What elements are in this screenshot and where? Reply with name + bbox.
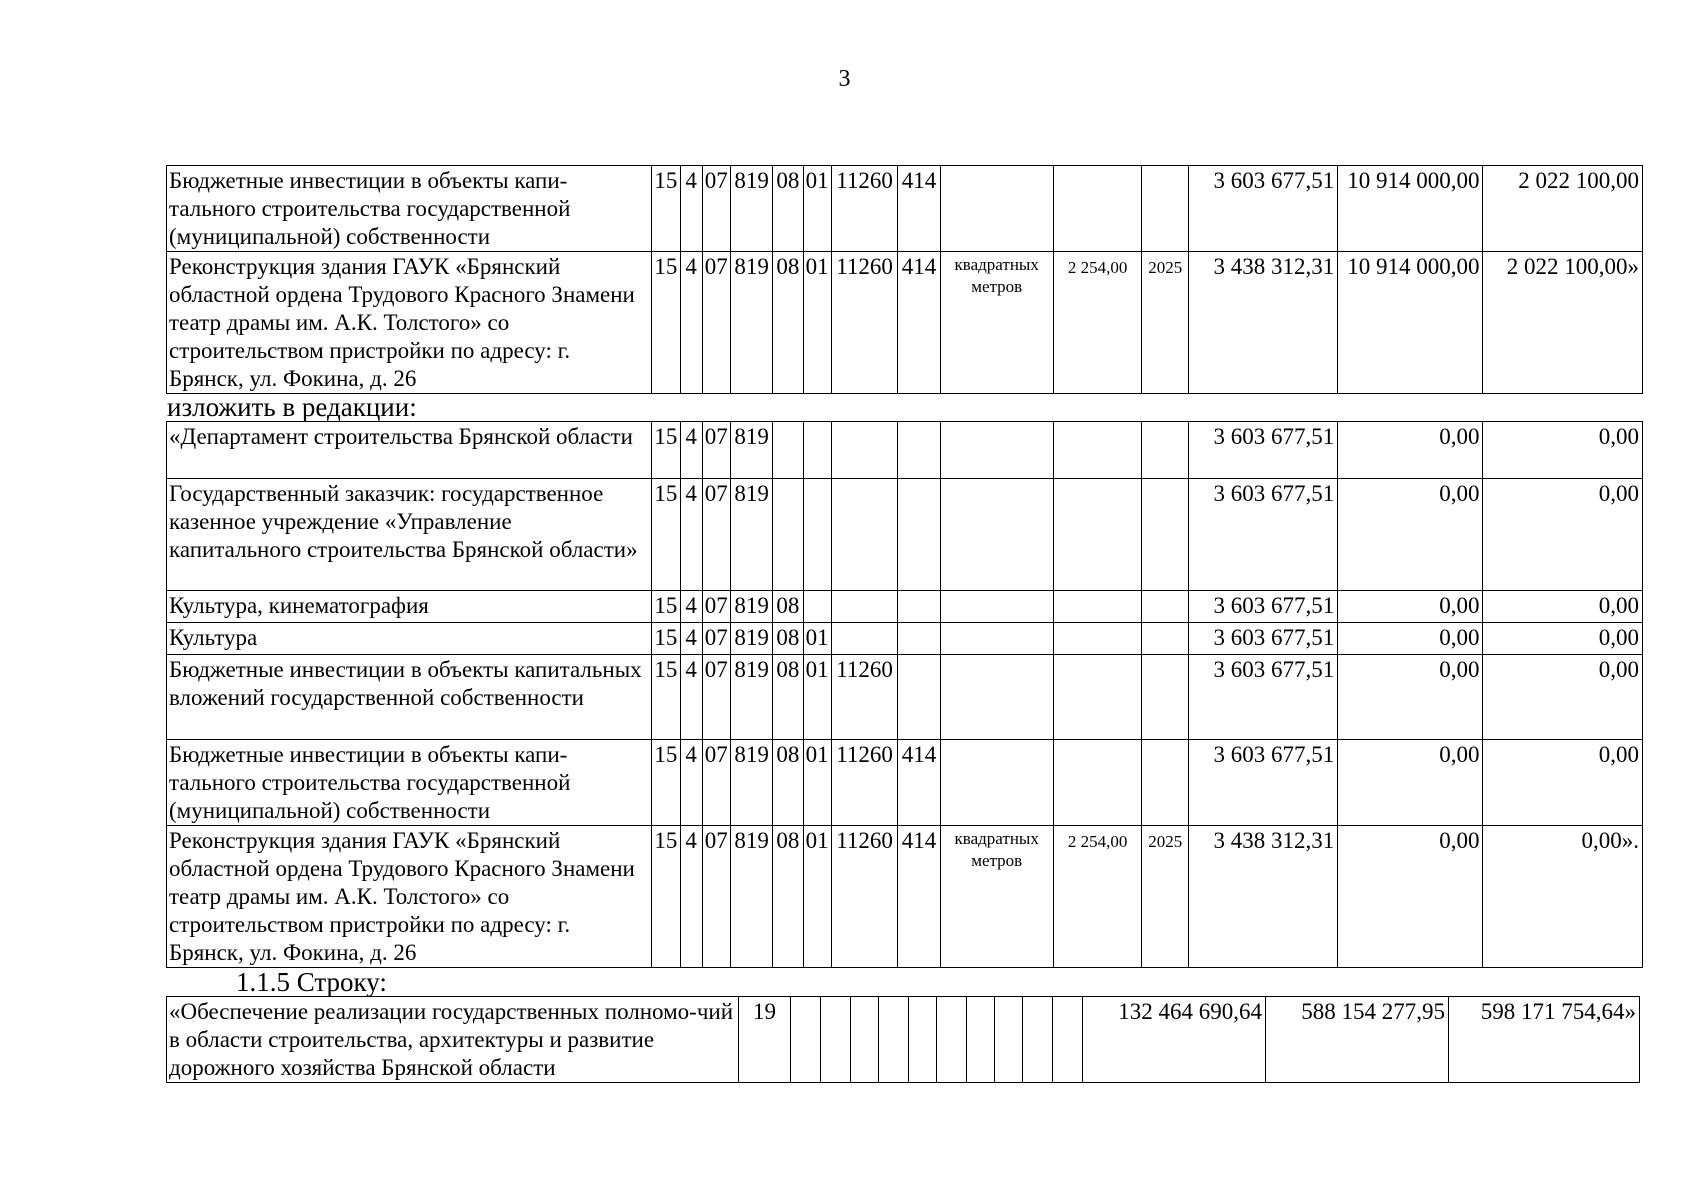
- capacity-cell: [1053, 479, 1142, 591]
- unit-cell: [940, 623, 1053, 655]
- sum-cell: 0,00: [1483, 623, 1643, 655]
- sum-cell: 0,00: [1483, 655, 1643, 740]
- edit-heading: изложить в редакции:: [167, 392, 417, 422]
- row-name: Культура, кинематография: [167, 591, 652, 623]
- year-cell: [1142, 479, 1188, 591]
- code-cell: 4: [680, 623, 702, 655]
- code-cell: 819: [730, 479, 772, 591]
- sum-cell: 0,00».: [1483, 826, 1643, 968]
- code-cell: [831, 479, 898, 591]
- capacity-cell: 2 254,00: [1053, 252, 1142, 394]
- code-cell: 819: [730, 591, 772, 623]
- table-row: [167, 623, 1643, 655]
- code-cell: 08: [773, 655, 803, 740]
- capacity-cell: [1053, 591, 1142, 623]
- row-name: «Обеспечение реализации государственных полномо-чий в области строительства, архитектуры и развитие дорожного хозяйства Брянской области: [167, 997, 739, 1083]
- code-cell: 01: [803, 166, 831, 252]
- unit-cell: [940, 591, 1053, 623]
- code-cell: [898, 655, 940, 740]
- sum-cell: 0,00: [1338, 591, 1483, 623]
- table-row: [167, 252, 1643, 394]
- code-cell: 15: [652, 422, 680, 479]
- code-cell: 819: [730, 740, 772, 826]
- code-cell: 414: [898, 252, 940, 394]
- row-name: «Департамент строительства Брянской области: [167, 422, 652, 479]
- code-cell: 15: [652, 252, 680, 394]
- code-cell: 08: [773, 591, 803, 623]
- year-cell: [1142, 655, 1188, 740]
- sum-cell: 3 603 677,51: [1188, 655, 1337, 740]
- budget-table-line: [166, 996, 1640, 1083]
- table-row: [167, 826, 1643, 968]
- code-cell: 4: [680, 740, 702, 826]
- year-cell: [1142, 740, 1188, 826]
- code-cell: 07: [702, 422, 730, 479]
- code-cell: 15: [652, 740, 680, 826]
- code-cell: [898, 479, 940, 591]
- row-name: Бюджетные инвестиции в объекты капи-тального строительства государственной (муниципальной) собственности: [167, 166, 652, 252]
- sum-cell: 0,00: [1483, 479, 1643, 591]
- year-cell: 2025: [1142, 252, 1188, 394]
- sum-cell: 3 603 677,51: [1188, 422, 1337, 479]
- year-cell: [1142, 591, 1188, 623]
- code-cell: 19: [739, 997, 791, 1083]
- sum-cell: 3 603 677,51: [1188, 623, 1337, 655]
- capacity-cell: 2 254,00: [1053, 826, 1142, 968]
- code-cell: 11260: [831, 740, 898, 826]
- code-cell: 11260: [831, 166, 898, 252]
- year-cell: [1142, 422, 1188, 479]
- row-name: Государственный заказчик: государственное казенное учреждение «Управление капитального строительства Брянской области»: [167, 479, 652, 591]
- sum-cell: 3 603 677,51: [1188, 740, 1337, 826]
- code-cell: [773, 422, 803, 479]
- code-cell: 819: [730, 166, 772, 252]
- code-cell: 07: [702, 479, 730, 591]
- code-cell: [803, 591, 831, 623]
- empty-cell: [937, 997, 967, 1083]
- sum-cell: 0,00: [1338, 740, 1483, 826]
- empty-cell: [821, 997, 851, 1083]
- code-cell: [803, 479, 831, 591]
- code-cell: 08: [773, 623, 803, 655]
- table-row: [167, 655, 1643, 740]
- code-cell: 07: [702, 655, 730, 740]
- unit-cell: [940, 422, 1053, 479]
- code-cell: 11260: [831, 655, 898, 740]
- code-cell: 01: [803, 655, 831, 740]
- budget-table-after: [166, 421, 1643, 968]
- code-cell: 819: [730, 623, 772, 655]
- unit-cell: квадратных метров: [940, 826, 1053, 968]
- empty-cell: [791, 997, 821, 1083]
- code-cell: 4: [680, 591, 702, 623]
- sum-cell: 0,00: [1338, 826, 1483, 968]
- sum-cell: 3 438 312,31: [1188, 826, 1337, 968]
- sum-cell: 2 022 100,00»: [1483, 252, 1643, 394]
- code-cell: 15: [652, 623, 680, 655]
- table-row: [167, 166, 1643, 252]
- code-cell: 4: [680, 252, 702, 394]
- empty-cell: [1023, 997, 1053, 1083]
- year-cell: [1142, 623, 1188, 655]
- sum-cell: 588 154 277,95: [1266, 997, 1449, 1083]
- row-name: Бюджетные инвестиции в объекты капи-тального строительства государственной (муниципальной) собственности: [167, 740, 652, 826]
- unit-cell: квадратных метров: [940, 252, 1053, 394]
- code-cell: 01: [803, 740, 831, 826]
- code-cell: 4: [680, 166, 702, 252]
- table-row: [167, 479, 1643, 591]
- year-cell: 2025: [1142, 826, 1188, 968]
- row-name: Бюджетные инвестиции в объекты капитальных вложений государственной собственности: [167, 655, 652, 740]
- empty-cell: [851, 997, 879, 1083]
- sum-cell: 3 603 677,51: [1188, 479, 1337, 591]
- code-cell: 819: [730, 826, 772, 968]
- code-cell: 4: [680, 655, 702, 740]
- sum-cell: 0,00: [1338, 623, 1483, 655]
- code-cell: 08: [773, 252, 803, 394]
- code-cell: 07: [702, 623, 730, 655]
- code-cell: 11260: [831, 252, 898, 394]
- capacity-cell: [1053, 740, 1142, 826]
- code-cell: 08: [773, 740, 803, 826]
- item-heading: 1.1.5 Строку:: [236, 967, 387, 997]
- capacity-cell: [1053, 655, 1142, 740]
- code-cell: 4: [680, 826, 702, 968]
- code-cell: 07: [702, 740, 730, 826]
- capacity-cell: [1053, 623, 1142, 655]
- row-name: Реконструкция здания ГАУК «Брянский областной ордена Трудового Красного Знамени театр драмы им. А.К. Толстого» со строительством пристройки по адресу: г. Брянск, ул. Фокина, д. 26: [167, 826, 652, 968]
- empty-cell: [909, 997, 937, 1083]
- table-row: [167, 591, 1643, 623]
- sum-cell: 3 438 312,31: [1188, 252, 1337, 394]
- code-cell: 414: [898, 826, 940, 968]
- empty-cell: [1053, 997, 1083, 1083]
- unit-cell: [940, 740, 1053, 826]
- code-cell: 819: [730, 252, 772, 394]
- sum-cell: 10 914 000,00: [1338, 166, 1483, 252]
- empty-cell: [995, 997, 1023, 1083]
- unit-cell: [940, 655, 1053, 740]
- code-cell: [831, 591, 898, 623]
- code-cell: [831, 623, 898, 655]
- code-cell: 4: [680, 479, 702, 591]
- table-row: [167, 997, 1640, 1083]
- code-cell: 07: [702, 591, 730, 623]
- code-cell: 11260: [831, 826, 898, 968]
- code-cell: 08: [773, 826, 803, 968]
- code-cell: 414: [898, 740, 940, 826]
- table-row: [167, 422, 1643, 479]
- code-cell: 15: [652, 655, 680, 740]
- code-cell: 15: [652, 826, 680, 968]
- code-cell: [831, 422, 898, 479]
- year-cell: [1142, 166, 1188, 252]
- code-cell: 15: [652, 591, 680, 623]
- unit-cell: [940, 479, 1053, 591]
- sum-cell: 2 022 100,00: [1483, 166, 1643, 252]
- code-cell: 15: [652, 479, 680, 591]
- sum-cell: 10 914 000,00: [1338, 252, 1483, 394]
- page-number: 3: [838, 66, 851, 92]
- sum-cell: 0,00: [1338, 422, 1483, 479]
- code-cell: [898, 623, 940, 655]
- capacity-cell: [1053, 166, 1142, 252]
- code-cell: [773, 479, 803, 591]
- sum-cell: 0,00: [1338, 479, 1483, 591]
- code-cell: 01: [803, 623, 831, 655]
- code-cell: 819: [730, 655, 772, 740]
- sum-cell: 598 171 754,64»: [1449, 997, 1640, 1083]
- capacity-cell: [1053, 422, 1142, 479]
- row-name: Реконструкция здания ГАУК «Брянский областной ордена Трудового Красного Знамени театр драмы им. А.К. Толстого» со строительством пристройки по адресу: г. Брянск, ул. Фокина, д. 26: [167, 252, 652, 394]
- budget-table-before: [166, 165, 1643, 394]
- sum-cell: 3 603 677,51: [1188, 166, 1337, 252]
- table-row: [167, 740, 1643, 826]
- empty-cell: [967, 997, 995, 1083]
- code-cell: 819: [730, 422, 772, 479]
- sum-cell: 0,00: [1483, 591, 1643, 623]
- code-cell: [898, 422, 940, 479]
- row-name: Культура: [167, 623, 652, 655]
- sum-cell: 0,00: [1338, 655, 1483, 740]
- code-cell: [898, 591, 940, 623]
- code-cell: 15: [652, 166, 680, 252]
- unit-cell: [940, 166, 1053, 252]
- code-cell: 01: [803, 826, 831, 968]
- empty-cell: [879, 997, 909, 1083]
- code-cell: 07: [702, 166, 730, 252]
- code-cell: 01: [803, 252, 831, 394]
- code-cell: 07: [702, 252, 730, 394]
- code-cell: 08: [773, 166, 803, 252]
- code-cell: 4: [680, 422, 702, 479]
- code-cell: 07: [702, 826, 730, 968]
- sum-cell: 3 603 677,51: [1188, 591, 1337, 623]
- sum-cell: 0,00: [1483, 740, 1643, 826]
- code-cell: [803, 422, 831, 479]
- sum-cell: 132 464 690,64: [1083, 997, 1266, 1083]
- code-cell: 414: [898, 166, 940, 252]
- sum-cell: 0,00: [1483, 422, 1643, 479]
